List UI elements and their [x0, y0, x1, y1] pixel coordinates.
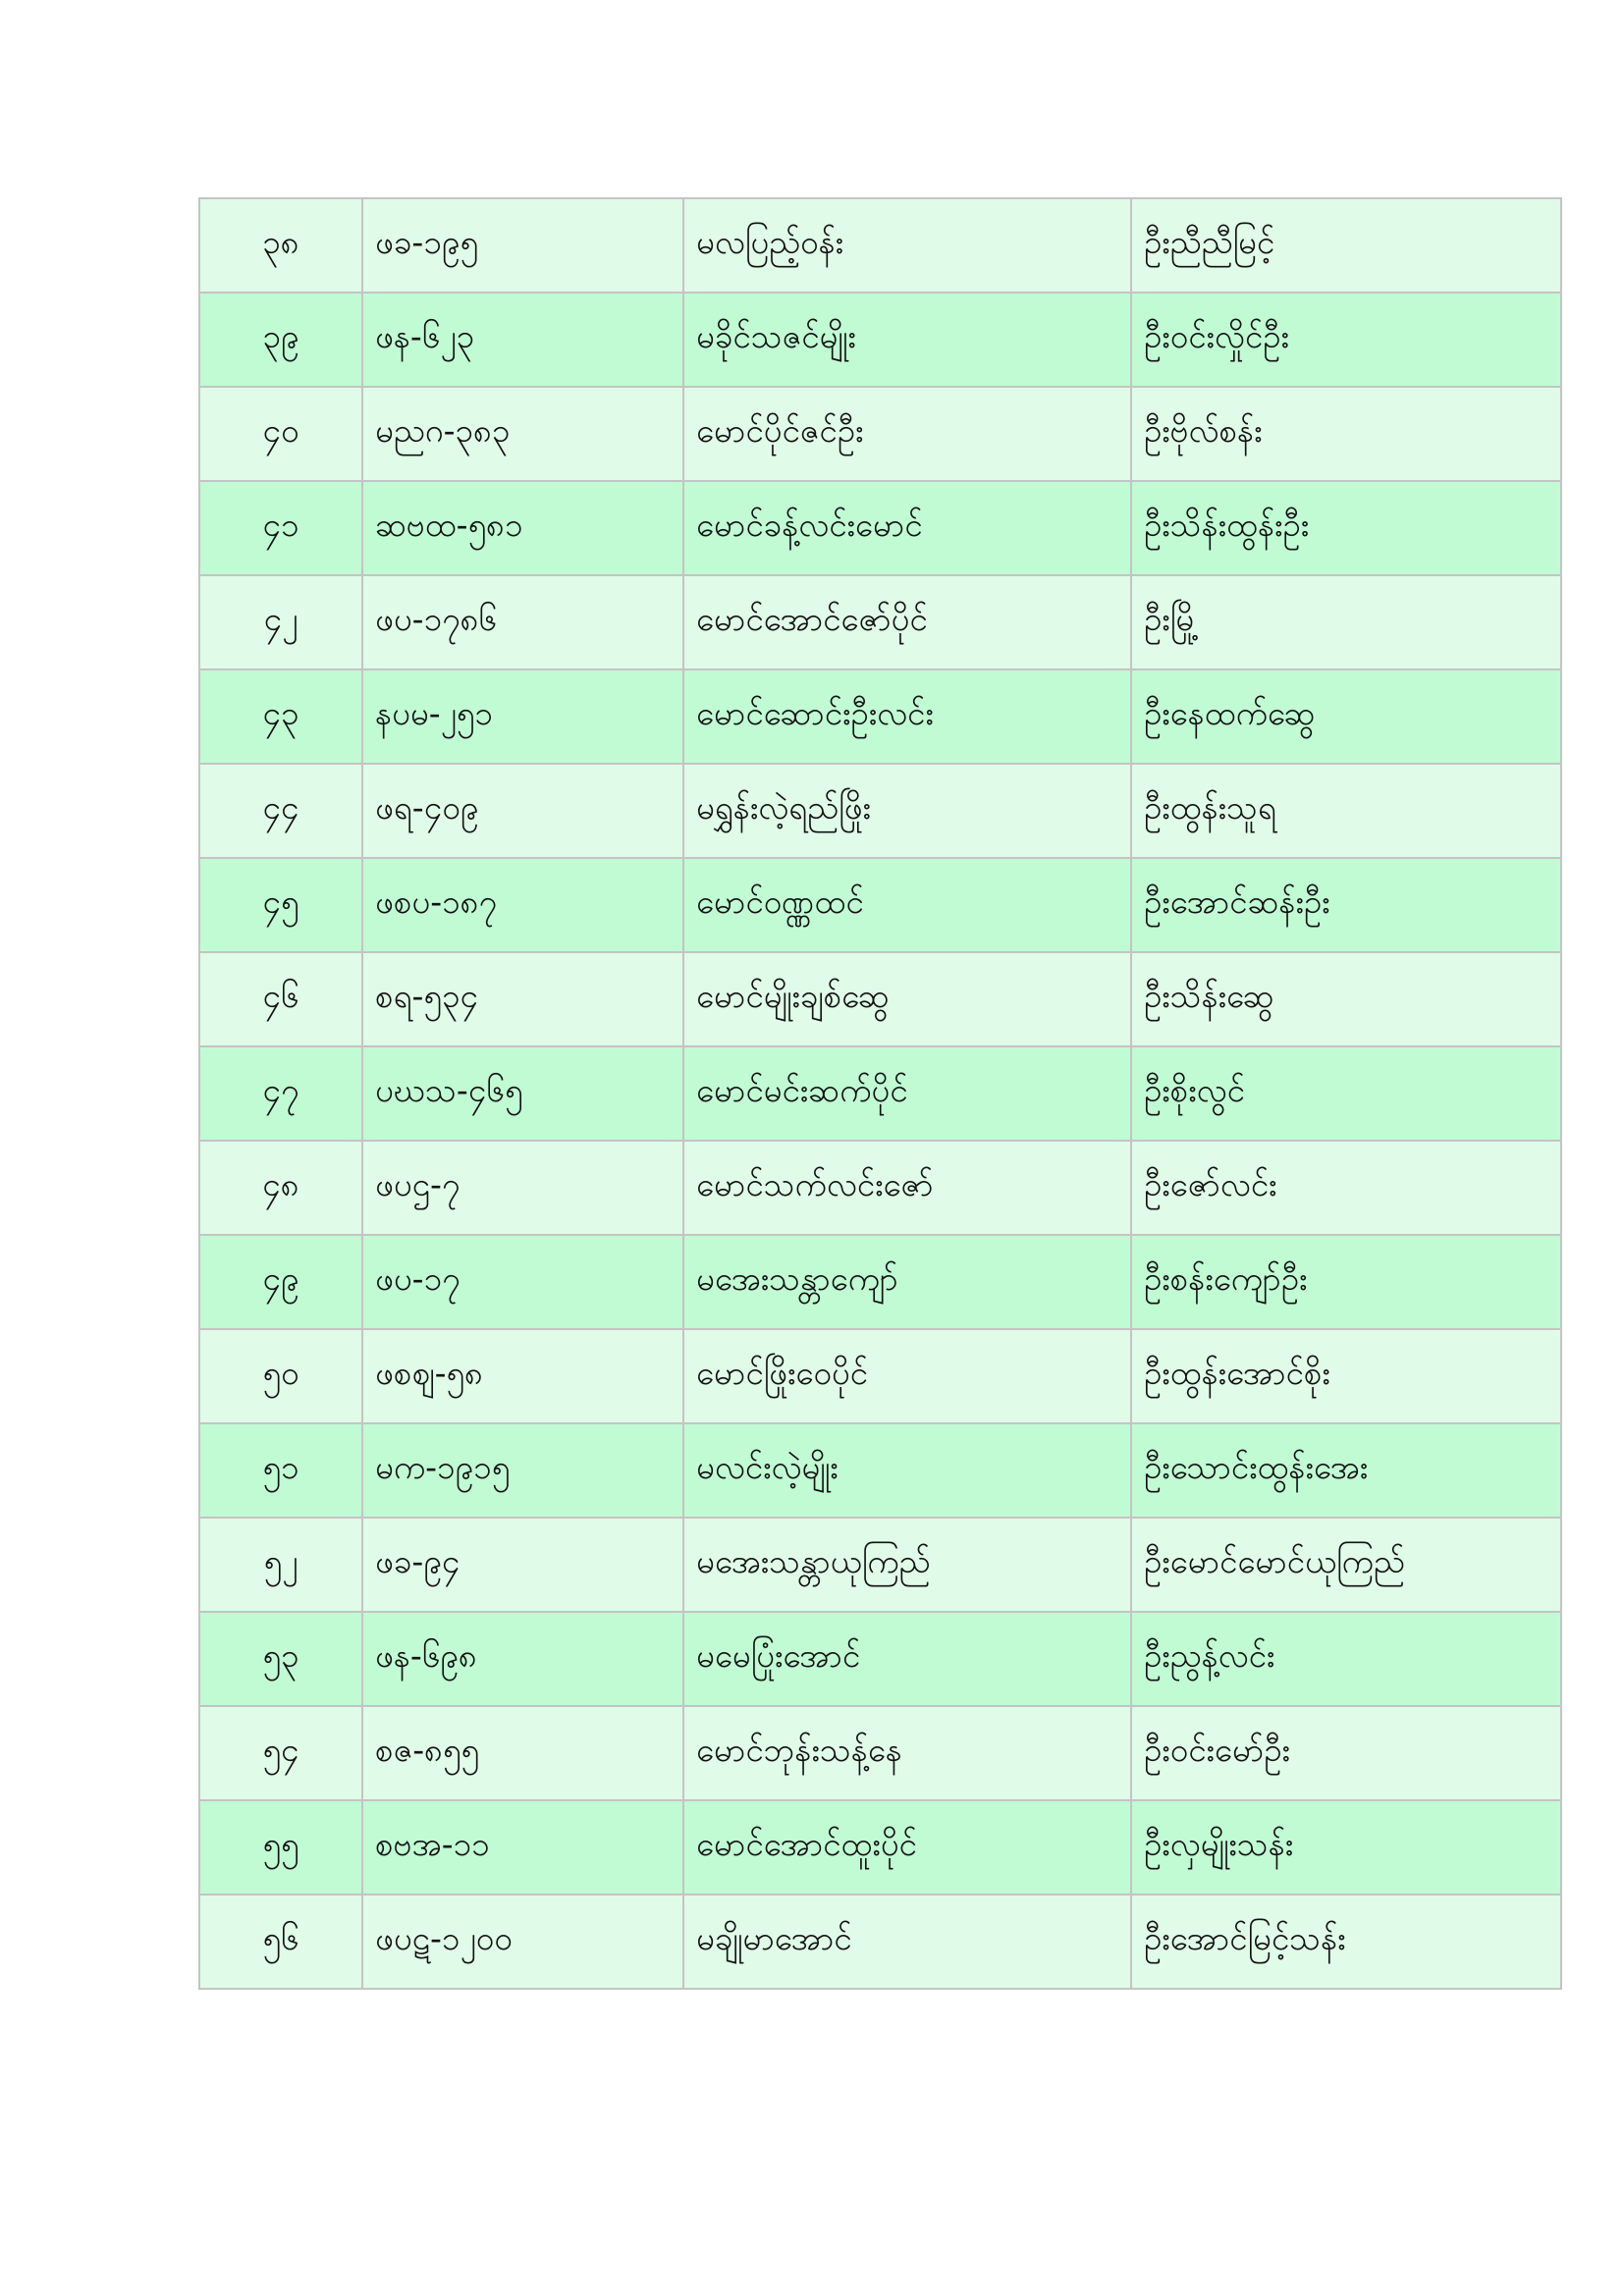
father-name-cell: ဦးအောင်ဆန်းဦး	[1131, 858, 1561, 952]
row-number-cell: ၅၀	[199, 1329, 362, 1423]
father-name-cell: ဦးညီညီမြင့်	[1131, 198, 1561, 293]
row-number-cell: ၄၁	[199, 481, 362, 575]
father-name-cell: ဦးစန်းကျော်ဦး	[1131, 1235, 1561, 1329]
father-name-cell: ဦးသိန်းဆွေ	[1131, 952, 1561, 1046]
father-name-cell: ဦးစိုးလွင်	[1131, 1046, 1561, 1141]
row-number-cell: ၄၂	[199, 575, 362, 669]
registration-id-cell: ဆဗထ-၅၈၁	[362, 481, 683, 575]
row-number-cell: ၄၈	[199, 1141, 362, 1235]
student-name-cell: မောင်သက်လင်းဇော်	[683, 1141, 1131, 1235]
registration-id-cell: ဖပဌ-၇	[362, 1141, 683, 1235]
row-number-cell: ၄၄	[199, 764, 362, 858]
registration-id-cell: စဇ-၈၅၅	[362, 1706, 683, 1800]
student-name-cell: မချိုမာအောင်	[683, 1895, 1131, 1989]
student-name-cell: မောင်ခန့်လင်းမောင်	[683, 481, 1131, 575]
father-name-cell: ဦးမြို့	[1131, 575, 1561, 669]
registration-id-cell: မက-၁၉၁၅	[362, 1423, 683, 1518]
roster-body	[199, 198, 1561, 1989]
table-row	[199, 1423, 1561, 1518]
table-row	[199, 387, 1561, 481]
student-name-cell: မောင်အောင်ဇော်ပိုင်	[683, 575, 1131, 669]
student-name-cell: မလပြည့်ဝန်း	[683, 198, 1131, 293]
father-name-cell: ဦးလှမျိုးသန်း	[1131, 1800, 1561, 1895]
row-number-cell: ၄၆	[199, 952, 362, 1046]
student-name-cell: မောင်ဆောင်းဦးလင်း	[683, 669, 1131, 764]
father-name-cell: ဦးထွန်းအောင်စိုး	[1131, 1329, 1561, 1423]
table-row	[199, 1800, 1561, 1895]
row-number-cell: ၅၄	[199, 1706, 362, 1800]
table-row	[199, 858, 1561, 952]
registration-id-cell: ဖခ-၁၉၅	[362, 198, 683, 293]
student-name-cell: မရွှန်းလဲ့ရည်ဖြိုး	[683, 764, 1131, 858]
table-row	[199, 1235, 1561, 1329]
table-row	[199, 1706, 1561, 1800]
table-row	[199, 1612, 1561, 1706]
registration-id-cell: ဖပဋ-၁၂၀၀	[362, 1895, 683, 1989]
table-row	[199, 1141, 1561, 1235]
registration-id-cell: ဖပ-၁၇	[362, 1235, 683, 1329]
father-name-cell: ဦးဗိုလ်စန်း	[1131, 387, 1561, 481]
table-row	[199, 1518, 1561, 1612]
row-number-cell: ၄၇	[199, 1046, 362, 1141]
student-name-cell: မောင်မင်းဆက်ပိုင်	[683, 1046, 1131, 1141]
row-number-cell: ၃၉	[199, 293, 362, 387]
student-name-cell: မအေးသန္တာယုကြည်	[683, 1518, 1131, 1612]
student-name-cell: မောင်မျိုးချစ်ဆွေ	[683, 952, 1131, 1046]
registration-id-cell: ဖပ-၁၇၈၆	[362, 575, 683, 669]
table-row	[199, 1895, 1561, 1989]
registration-id-cell: မညဂ-၃၈၃	[362, 387, 683, 481]
father-name-cell: ဦးသိန်းထွန်းဦး	[1131, 481, 1561, 575]
student-name-cell: မခိုင်သဇင်မျိုး	[683, 293, 1131, 387]
registration-id-cell: ဖခ-၉၄	[362, 1518, 683, 1612]
father-name-cell: ဦးဝင်းမော်ဦး	[1131, 1706, 1561, 1800]
row-number-cell: ၅၅	[199, 1800, 362, 1895]
student-name-cell: မလင်းလဲ့မျိုး	[683, 1423, 1131, 1518]
row-number-cell: ၃၈	[199, 198, 362, 293]
table-row	[199, 198, 1561, 293]
student-name-cell: မောင်ဝဏ္ဏထင်	[683, 858, 1131, 952]
registration-id-cell: ဖစပ-၁၈၇	[362, 858, 683, 952]
student-name-cell: မောင်ဖြိုးဝေပိုင်	[683, 1329, 1131, 1423]
registration-id-cell: ဖန-၆၉၈	[362, 1612, 683, 1706]
student-name-cell: မောင်ဘုန်းသန့်နေ	[683, 1706, 1131, 1800]
table-row	[199, 1329, 1561, 1423]
row-number-cell: ၅၁	[199, 1423, 362, 1518]
row-number-cell: ၄၀	[199, 387, 362, 481]
table-row	[199, 481, 1561, 575]
student-name-cell: မောင်အောင်ထူးပိုင်	[683, 1800, 1131, 1895]
father-name-cell: ဦးထွန်းသူရ	[1131, 764, 1561, 858]
registration-id-cell: ဖရ-၄၀၉	[362, 764, 683, 858]
father-name-cell: ဦးဇော်လင်း	[1131, 1141, 1561, 1235]
student-roster-table	[198, 197, 1562, 1990]
father-name-cell: ဦးနေထက်ဆွေ	[1131, 669, 1561, 764]
father-name-cell: ဦးသောင်းထွန်းအေး	[1131, 1423, 1561, 1518]
father-name-cell: ဦးအောင်မြင့်သန်း	[1131, 1895, 1561, 1989]
father-name-cell: ဦးညွန့်လင်း	[1131, 1612, 1561, 1706]
row-number-cell: ၅၂	[199, 1518, 362, 1612]
row-number-cell: ၄၅	[199, 858, 362, 952]
row-number-cell: ၅၆	[199, 1895, 362, 1989]
registration-id-cell: စရ-၅၃၄	[362, 952, 683, 1046]
father-name-cell: ဦးမောင်မောင်ယုကြည်	[1131, 1518, 1561, 1612]
table-row	[199, 764, 1561, 858]
table-row	[199, 669, 1561, 764]
student-name-cell: မောင်ပိုင်ဇင်ဦး	[683, 387, 1131, 481]
table-row	[199, 952, 1561, 1046]
table-row	[199, 293, 1561, 387]
student-name-cell: မအေးသန္တာကျော်	[683, 1235, 1131, 1329]
student-name-cell: မမေပြုံးအောင်	[683, 1612, 1131, 1706]
registration-id-cell: ဖစဈ-၅၈	[362, 1329, 683, 1423]
row-number-cell: ၄၉	[199, 1235, 362, 1329]
registration-id-cell: ဖန-၆၂၃	[362, 293, 683, 387]
father-name-cell: ဦးဝင်းလှိုင်ဦး	[1131, 293, 1561, 387]
registration-id-cell: စဗအ-၁၁	[362, 1800, 683, 1895]
row-number-cell: ၄၃	[199, 669, 362, 764]
row-number-cell: ၅၃	[199, 1612, 362, 1706]
registration-id-cell: ပဃသ-၄၆၅	[362, 1046, 683, 1141]
registration-id-cell: နပမ-၂၅၁	[362, 669, 683, 764]
table-row	[199, 1046, 1561, 1141]
table-row	[199, 575, 1561, 669]
